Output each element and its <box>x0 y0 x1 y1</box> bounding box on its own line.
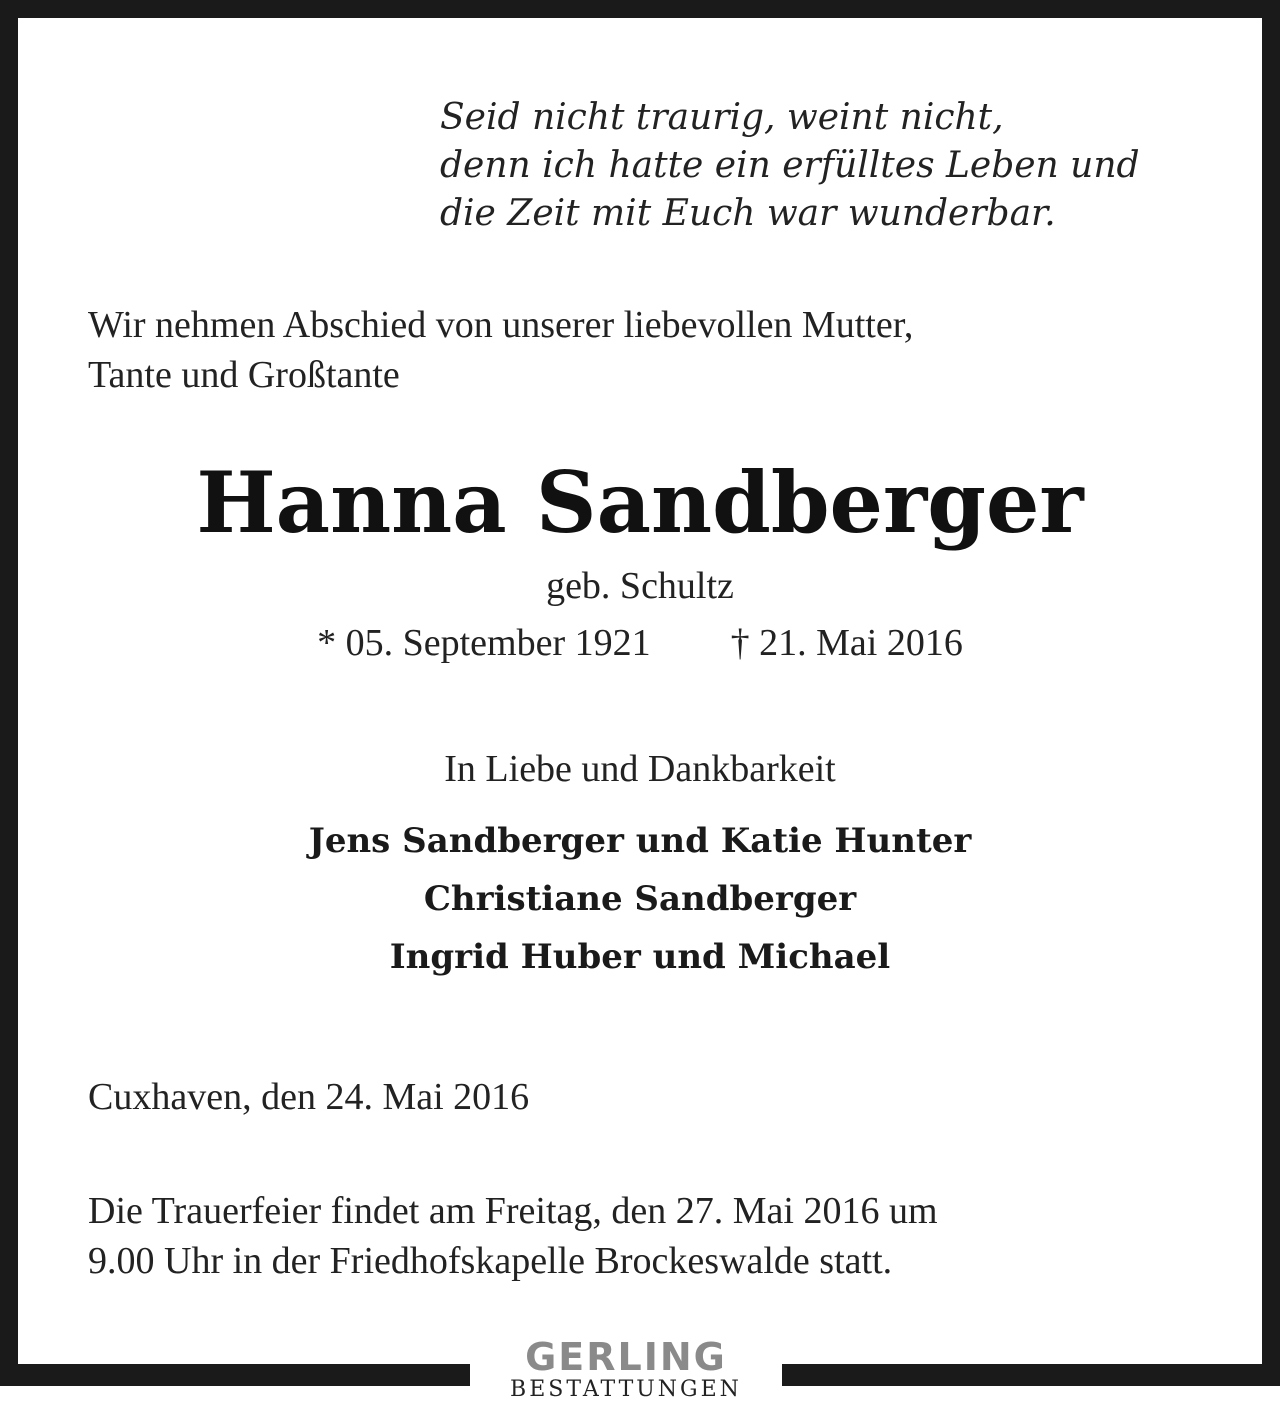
birth-date: * 05. September 1921 <box>317 622 651 664</box>
mourners-heading: In Liebe und Dankbarkeit <box>444 748 836 790</box>
place-date: Cuxhaven, den 24. Mai 2016 <box>88 1076 530 1118</box>
border-bottom-left <box>0 1364 470 1386</box>
logo-wordmark: GERLING <box>525 1335 727 1379</box>
motto-line: denn ich hatte ein erfülltes Leben und <box>440 145 1140 186</box>
funeral-home-logo <box>470 1335 782 1402</box>
border-right <box>1262 0 1280 1386</box>
border-top <box>0 0 1280 18</box>
border-bottom-right <box>782 1364 1280 1386</box>
mourner-name: Christiane Sandberger <box>423 879 857 919</box>
logo-subtitle: BESTATTUNGEN <box>510 1377 742 1402</box>
deceased-name: Hanna Sandberger <box>196 453 1084 552</box>
intro-line: Wir nehmen Abschied von unserer liebevollen Mutter, <box>88 304 914 346</box>
maiden-name: geb. Schultz <box>546 565 734 607</box>
mourners-list <box>0 812 1280 986</box>
service-line: 9.00 Uhr in der Friedhofskapelle Brockeswalde statt. <box>88 1240 893 1282</box>
mourner-name: Ingrid Huber und Michael <box>389 937 891 977</box>
death-date: † 21. Mai 2016 <box>730 622 963 664</box>
motto-line: Seid nicht traurig, weint nicht, <box>440 97 1004 138</box>
life-dates <box>0 618 1280 668</box>
motto-line: die Zeit mit Euch war wunderbar. <box>440 193 1056 234</box>
intro-line: Tante und Großtante <box>88 354 400 396</box>
border-left <box>0 0 18 1386</box>
intro-text <box>88 300 1208 400</box>
mourner-name: Jens Sandberger und Katie Hunter <box>308 821 972 861</box>
service-info <box>88 1186 1208 1286</box>
service-line: Die Trauerfeier findet am Freitag, den 27. Mai 2016 um <box>88 1190 938 1232</box>
motto-verse <box>440 94 1240 238</box>
